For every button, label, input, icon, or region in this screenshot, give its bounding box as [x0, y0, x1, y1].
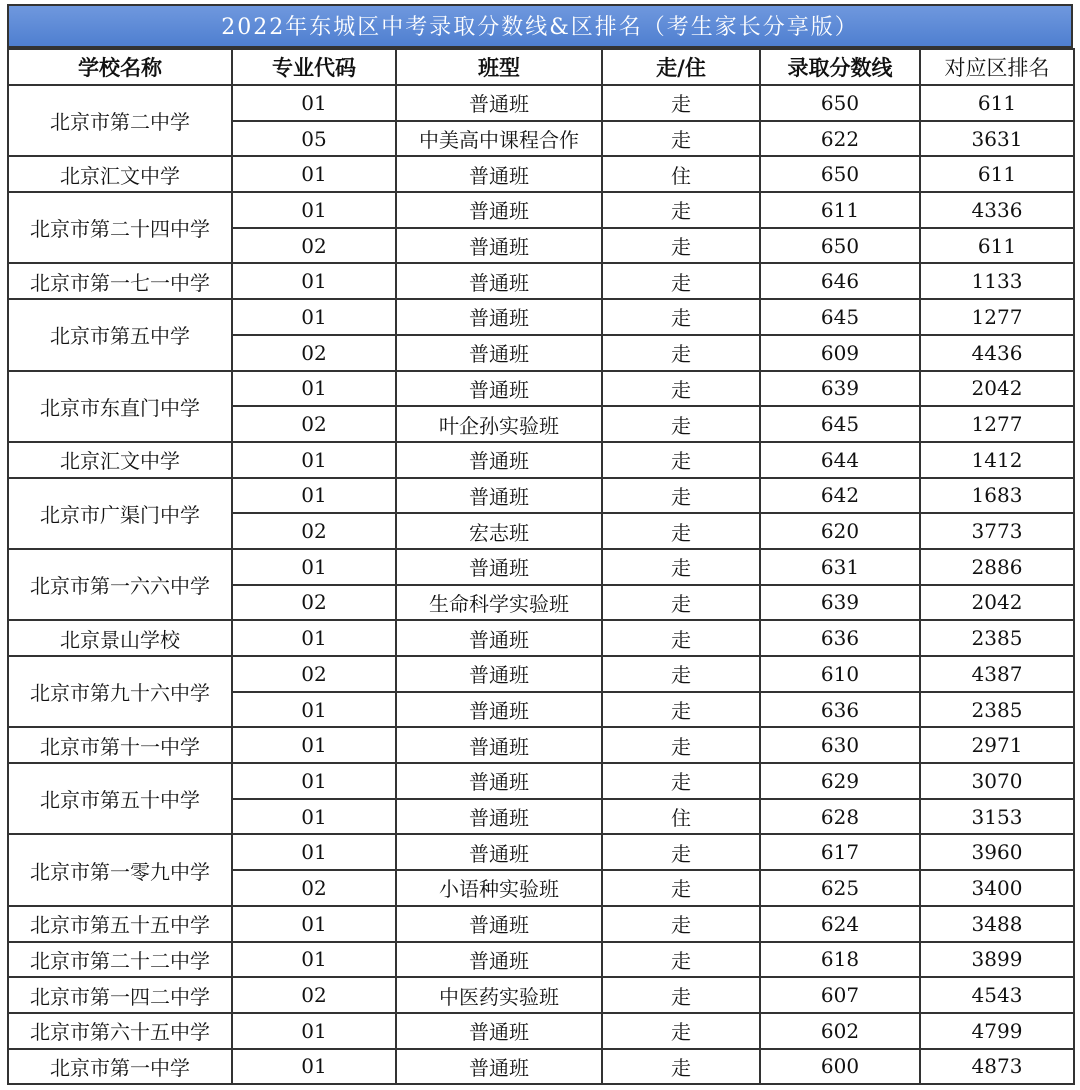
code-cell: 01 — [232, 763, 396, 799]
code-cell: 01 — [232, 299, 396, 335]
code-cell: 02 — [232, 656, 396, 692]
code-cell: 02 — [232, 513, 396, 549]
code-cell: 01 — [232, 799, 396, 835]
score-cell: 617 — [760, 834, 920, 870]
class-type-cell: 普通班 — [396, 228, 602, 264]
mode-cell: 走 — [602, 977, 760, 1013]
table-row — [8, 620, 1074, 656]
score-cell: 624 — [760, 906, 920, 942]
code-cell: 02 — [232, 335, 396, 371]
table-body — [8, 85, 1074, 1084]
score-cell: 610 — [760, 656, 920, 692]
header-class-type: 班型 — [396, 49, 602, 85]
mode-cell: 走 — [602, 478, 760, 514]
score-cell: 620 — [760, 513, 920, 549]
code-cell: 01 — [232, 478, 396, 514]
code-cell: 01 — [232, 549, 396, 585]
class-type-cell: 普通班 — [396, 799, 602, 835]
mode-cell: 走 — [602, 85, 760, 121]
rank-cell: 2385 — [920, 620, 1074, 656]
school-name-cell: 北京市第五中学 — [8, 299, 232, 370]
code-cell: 01 — [232, 85, 396, 121]
rank-cell: 611 — [920, 228, 1074, 264]
school-name-cell: 北京市东直门中学 — [8, 371, 232, 442]
table-row — [8, 977, 1074, 1013]
score-cell: 611 — [760, 192, 920, 228]
class-type-cell: 普通班 — [396, 727, 602, 763]
code-cell: 01 — [232, 942, 396, 978]
class-type-cell: 普通班 — [396, 156, 602, 192]
mode-cell: 住 — [602, 156, 760, 192]
rank-cell: 3773 — [920, 513, 1074, 549]
rank-cell: 4543 — [920, 977, 1074, 1013]
school-name-cell: 北京汇文中学 — [8, 156, 232, 192]
school-name-cell: 北京市广渠门中学 — [8, 478, 232, 549]
rank-cell: 1133 — [920, 263, 1074, 299]
score-cell: 650 — [760, 156, 920, 192]
table-row — [8, 192, 1074, 228]
score-cell: 642 — [760, 478, 920, 514]
rank-cell: 2042 — [920, 585, 1074, 621]
table-row — [8, 442, 1074, 478]
school-name-cell: 北京景山学校 — [8, 620, 232, 656]
table-row — [8, 942, 1074, 978]
score-cell: 639 — [760, 585, 920, 621]
mode-cell: 走 — [602, 406, 760, 442]
mode-cell: 住 — [602, 799, 760, 835]
code-cell: 01 — [232, 156, 396, 192]
rank-cell: 611 — [920, 156, 1074, 192]
class-type-cell: 普通班 — [396, 906, 602, 942]
score-cell: 602 — [760, 1013, 920, 1049]
class-type-cell: 普通班 — [396, 942, 602, 978]
class-type-cell: 普通班 — [396, 335, 602, 371]
class-type-cell: 普通班 — [396, 192, 602, 228]
table-row — [8, 263, 1074, 299]
mode-cell: 走 — [602, 549, 760, 585]
table-row — [8, 299, 1074, 335]
code-cell: 01 — [232, 692, 396, 728]
header-code: 专业代码 — [232, 49, 396, 85]
rank-cell: 3070 — [920, 763, 1074, 799]
rank-cell: 1277 — [920, 406, 1074, 442]
code-cell: 02 — [232, 406, 396, 442]
score-cell: 650 — [760, 85, 920, 121]
code-cell: 02 — [232, 228, 396, 264]
class-type-cell: 普通班 — [396, 763, 602, 799]
rank-cell: 1683 — [920, 478, 1074, 514]
class-type-cell: 中医药实验班 — [396, 977, 602, 1013]
score-cell: 646 — [760, 263, 920, 299]
class-type-cell: 普通班 — [396, 442, 602, 478]
score-cell: 625 — [760, 870, 920, 906]
school-name-cell: 北京市第十一中学 — [8, 727, 232, 763]
mode-cell: 走 — [602, 192, 760, 228]
score-table-sheet — [7, 4, 1073, 1085]
rank-cell: 3488 — [920, 906, 1074, 942]
code-cell: 02 — [232, 977, 396, 1013]
header-mode: 走/住 — [602, 49, 760, 85]
mode-cell: 走 — [602, 763, 760, 799]
table-row — [8, 763, 1074, 799]
mode-cell: 走 — [602, 263, 760, 299]
school-name-cell: 北京市第二十二中学 — [8, 942, 232, 978]
rank-cell: 1277 — [920, 299, 1074, 335]
class-type-cell: 小语种实验班 — [396, 870, 602, 906]
header-school: 学校名称 — [8, 49, 232, 85]
score-cell: 636 — [760, 620, 920, 656]
code-cell: 05 — [232, 121, 396, 157]
rank-cell: 4436 — [920, 335, 1074, 371]
code-cell: 01 — [232, 906, 396, 942]
school-name-cell: 北京汇文中学 — [8, 442, 232, 478]
score-cell: 629 — [760, 763, 920, 799]
mode-cell: 走 — [602, 442, 760, 478]
score-cell: 630 — [760, 727, 920, 763]
score-cell: 639 — [760, 371, 920, 407]
rank-cell: 1412 — [920, 442, 1074, 478]
rank-cell: 4336 — [920, 192, 1074, 228]
score-cell: 607 — [760, 977, 920, 1013]
school-name-cell: 北京市第二十四中学 — [8, 192, 232, 263]
mode-cell: 走 — [602, 228, 760, 264]
rank-cell: 2971 — [920, 727, 1074, 763]
rank-cell: 3899 — [920, 942, 1074, 978]
school-name-cell: 北京市第六十五中学 — [8, 1013, 232, 1049]
score-cell: 645 — [760, 406, 920, 442]
code-cell: 01 — [232, 371, 396, 407]
school-name-cell: 北京市第一七一中学 — [8, 263, 232, 299]
rank-cell: 4799 — [920, 1013, 1074, 1049]
school-name-cell: 北京市第二中学 — [8, 85, 232, 156]
header-score: 录取分数线 — [760, 49, 920, 85]
table-row — [8, 85, 1074, 121]
rank-cell: 3153 — [920, 799, 1074, 835]
class-type-cell: 普通班 — [396, 478, 602, 514]
class-type-cell: 普通班 — [396, 549, 602, 585]
rank-cell: 611 — [920, 85, 1074, 121]
mode-cell: 走 — [602, 656, 760, 692]
score-cell: 622 — [760, 121, 920, 157]
table-row — [8, 656, 1074, 692]
mode-cell: 走 — [602, 692, 760, 728]
class-type-cell: 生命科学实验班 — [396, 585, 602, 621]
score-cell: 631 — [760, 549, 920, 585]
score-cell: 644 — [760, 442, 920, 478]
rank-cell: 3400 — [920, 870, 1074, 906]
school-name-cell: 北京市第一四二中学 — [8, 977, 232, 1013]
mode-cell: 走 — [602, 620, 760, 656]
table-row — [8, 371, 1074, 407]
score-cell: 618 — [760, 942, 920, 978]
code-cell: 01 — [232, 834, 396, 870]
score-cell: 628 — [760, 799, 920, 835]
class-type-cell: 普通班 — [396, 620, 602, 656]
mode-cell: 走 — [602, 335, 760, 371]
mode-cell: 走 — [602, 727, 760, 763]
score-cell: 636 — [760, 692, 920, 728]
mode-cell: 走 — [602, 299, 760, 335]
school-name-cell: 北京市第一六六中学 — [8, 549, 232, 620]
code-cell: 02 — [232, 585, 396, 621]
header-row — [8, 49, 1074, 85]
mode-cell: 走 — [602, 371, 760, 407]
code-cell: 01 — [232, 442, 396, 478]
mode-cell: 走 — [602, 121, 760, 157]
school-name-cell: 北京市第九十六中学 — [8, 656, 232, 727]
code-cell: 01 — [232, 192, 396, 228]
table-row — [8, 1013, 1074, 1049]
mode-cell: 走 — [602, 870, 760, 906]
table-row — [8, 727, 1074, 763]
score-cell: 609 — [760, 335, 920, 371]
mode-cell: 走 — [602, 513, 760, 549]
school-name-cell: 北京市第一中学 — [8, 1049, 232, 1085]
rank-cell: 2385 — [920, 692, 1074, 728]
rank-cell: 2886 — [920, 549, 1074, 585]
class-type-cell: 普通班 — [396, 263, 602, 299]
mode-cell: 走 — [602, 1013, 760, 1049]
table-title: 2022年东城区中考录取分数线&区排名（考生家长分享版） — [7, 4, 1073, 48]
school-name-cell: 北京市第五十中学 — [8, 763, 232, 834]
code-cell: 01 — [232, 620, 396, 656]
mode-cell: 走 — [602, 585, 760, 621]
school-name-cell: 北京市第五十五中学 — [8, 906, 232, 942]
mode-cell: 走 — [602, 1049, 760, 1085]
rank-cell: 4387 — [920, 656, 1074, 692]
class-type-cell: 普通班 — [396, 1049, 602, 1085]
code-cell: 01 — [232, 263, 396, 299]
score-cell: 600 — [760, 1049, 920, 1085]
score-table — [7, 48, 1075, 1085]
code-cell: 01 — [232, 727, 396, 763]
mode-cell: 走 — [602, 834, 760, 870]
class-type-cell: 叶企孙实验班 — [396, 406, 602, 442]
class-type-cell: 普通班 — [396, 834, 602, 870]
score-cell: 650 — [760, 228, 920, 264]
rank-cell: 2042 — [920, 371, 1074, 407]
table-row — [8, 1049, 1074, 1085]
class-type-cell: 普通班 — [396, 85, 602, 121]
mode-cell: 走 — [602, 942, 760, 978]
code-cell: 01 — [232, 1013, 396, 1049]
code-cell: 02 — [232, 870, 396, 906]
school-name-cell: 北京市第一零九中学 — [8, 834, 232, 905]
class-type-cell: 普通班 — [396, 1013, 602, 1049]
table-row — [8, 906, 1074, 942]
class-type-cell: 普通班 — [396, 656, 602, 692]
code-cell: 01 — [232, 1049, 396, 1085]
table-row — [8, 478, 1074, 514]
rank-cell: 3960 — [920, 834, 1074, 870]
class-type-cell: 普通班 — [396, 692, 602, 728]
table-row — [8, 156, 1074, 192]
header-rank: 对应区排名 — [920, 49, 1074, 85]
class-type-cell: 普通班 — [396, 371, 602, 407]
rank-cell: 4873 — [920, 1049, 1074, 1085]
table-row — [8, 834, 1074, 870]
rank-cell: 3631 — [920, 121, 1074, 157]
class-type-cell: 宏志班 — [396, 513, 602, 549]
class-type-cell: 普通班 — [396, 299, 602, 335]
score-cell: 645 — [760, 299, 920, 335]
table-row — [8, 549, 1074, 585]
mode-cell: 走 — [602, 906, 760, 942]
class-type-cell: 中美高中课程合作 — [396, 121, 602, 157]
